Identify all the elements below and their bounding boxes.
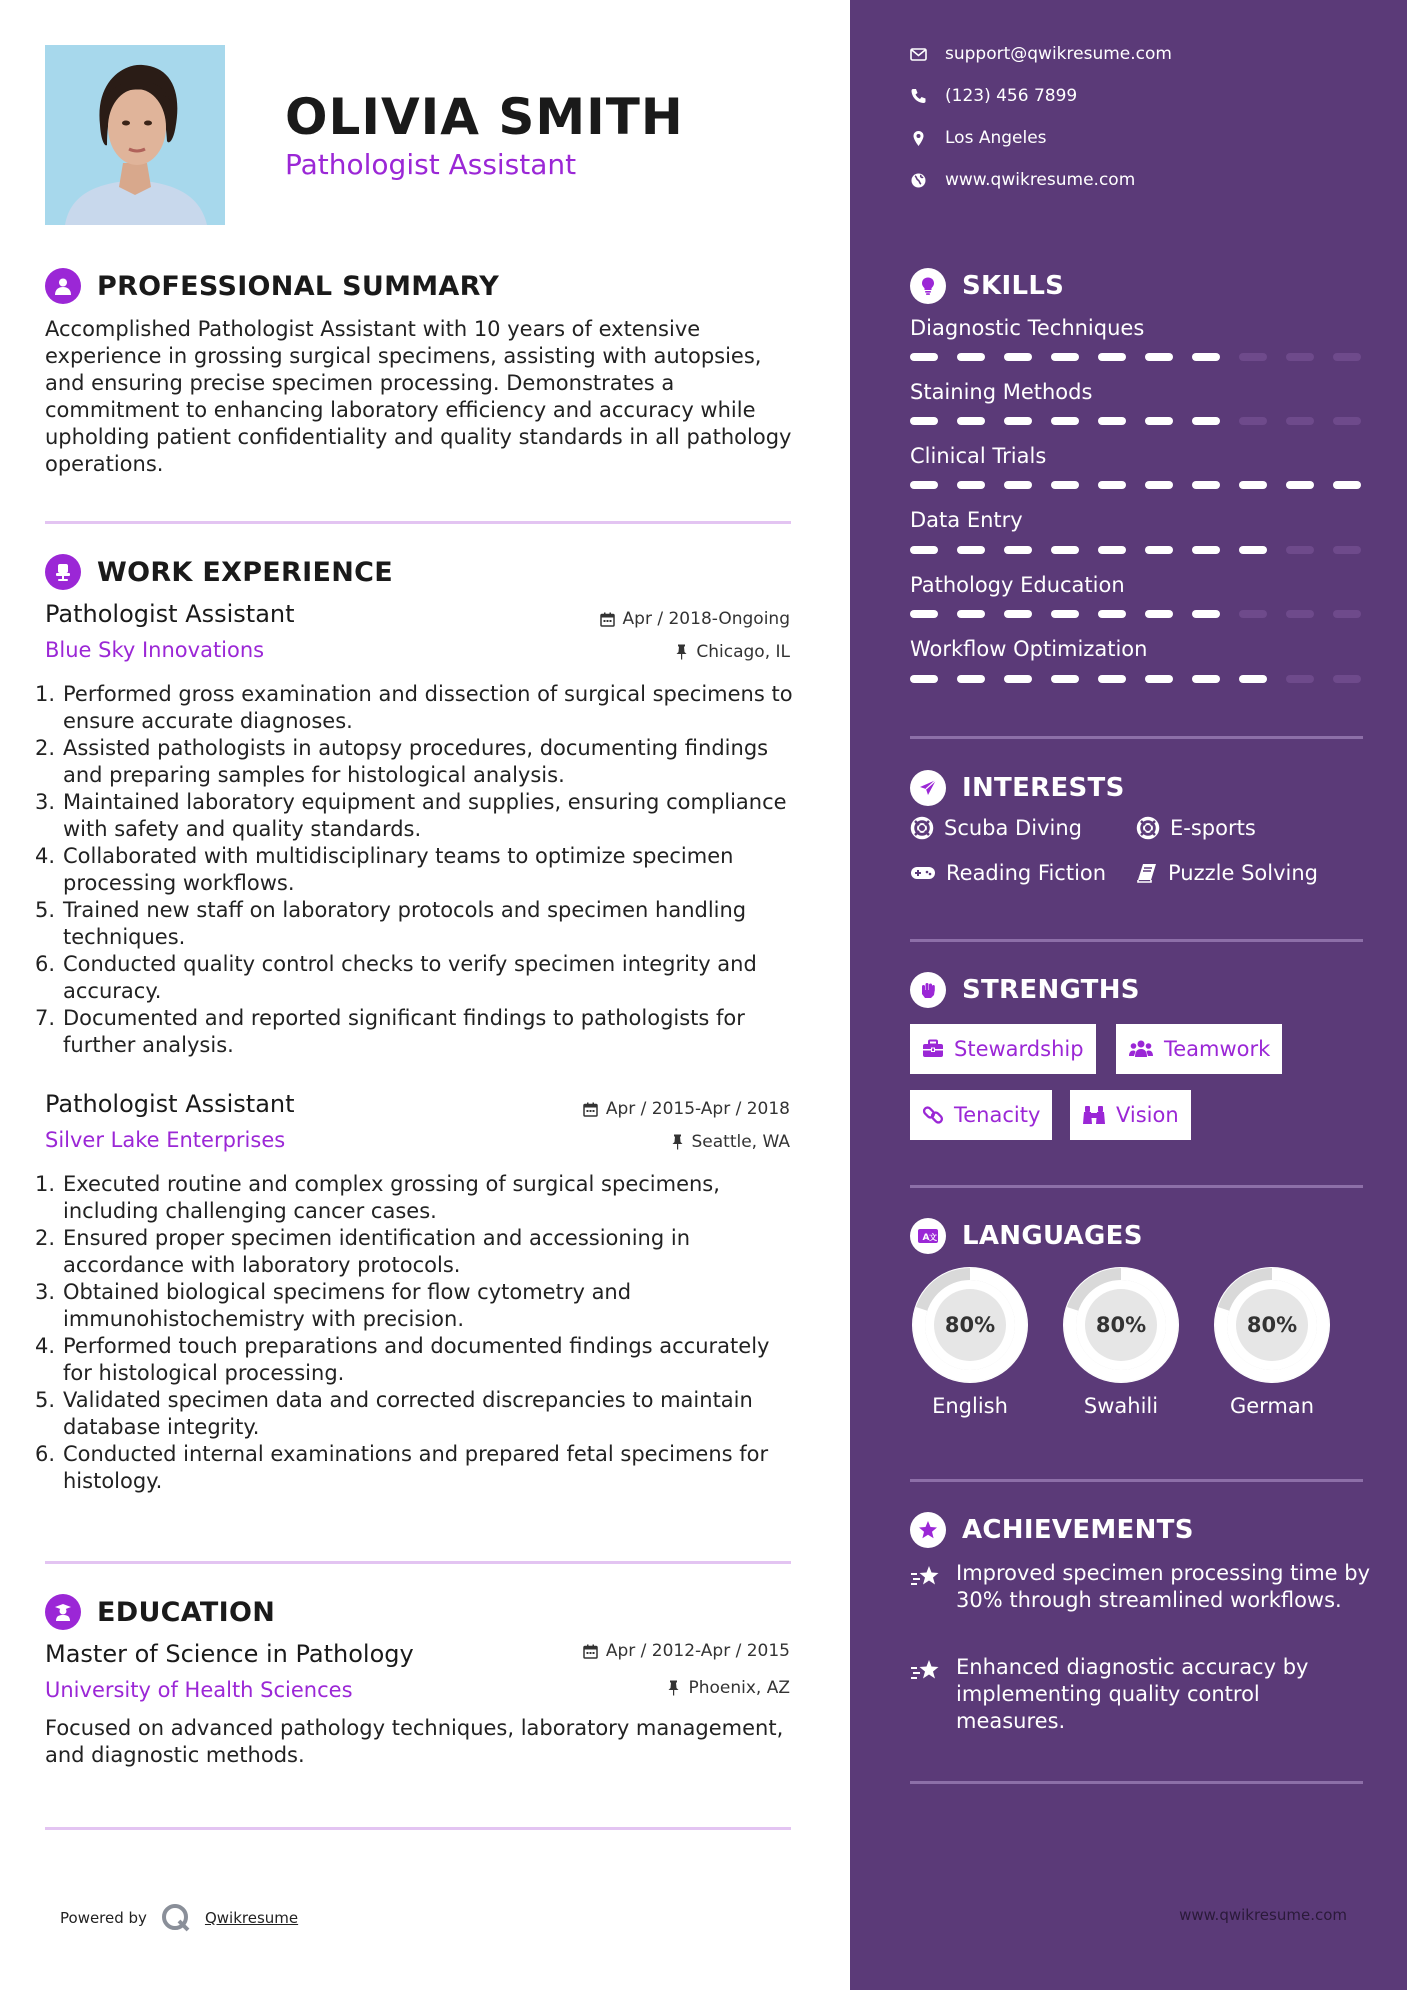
achievement-item bbox=[910, 1560, 1370, 1614]
skill-segment-filled bbox=[1192, 546, 1220, 554]
skill-name: Pathology Education bbox=[910, 573, 1125, 597]
school-name: University of Health Sciences bbox=[45, 1678, 353, 1702]
achievements-heading bbox=[910, 1512, 1194, 1548]
list-item: 1. Performed gross examination and dissection of surgical specimens to ensure accurate diagnoses. bbox=[35, 682, 793, 733]
skill-segment-filled bbox=[1098, 546, 1126, 554]
profile-photo bbox=[45, 45, 225, 225]
language-item bbox=[1060, 1264, 1182, 1418]
achievement-text: Enhanced diagnostic accuracy by implementing quality control measures. bbox=[956, 1655, 1309, 1733]
section-divider bbox=[910, 1185, 1363, 1188]
skill-segment-empty bbox=[1239, 353, 1267, 361]
chair-icon bbox=[45, 554, 81, 590]
list-item: 6. Conducted internal examinations and prepared fetal specimens for histology. bbox=[35, 1442, 769, 1493]
company-name: Silver Lake Enterprises bbox=[45, 1128, 286, 1152]
skill-level-bar bbox=[910, 353, 1361, 361]
skill-segment-filled bbox=[1051, 546, 1079, 554]
skill-segment-filled bbox=[957, 675, 985, 683]
pin-icon bbox=[675, 644, 688, 660]
skill-segment-filled bbox=[1004, 353, 1032, 361]
fist-icon bbox=[910, 972, 946, 1008]
skill-segment-empty bbox=[1333, 353, 1361, 361]
contact-website-text: www.qwikresume.com bbox=[945, 170, 1136, 190]
strength-label: Tenacity bbox=[954, 1103, 1041, 1127]
list-item: 3. Obtained biological specimens for flow cytometry and immunohistochemistry with precision. bbox=[35, 1280, 632, 1331]
section-divider bbox=[45, 1827, 791, 1830]
skill-segment-filled bbox=[957, 481, 985, 489]
skill-segment-filled bbox=[1051, 675, 1079, 683]
paper-plane-icon bbox=[910, 770, 946, 806]
book-icon bbox=[1136, 862, 1158, 884]
binoculars-icon bbox=[1082, 1104, 1106, 1126]
skill-segment-filled bbox=[957, 610, 985, 618]
skill-segment-filled bbox=[1051, 610, 1079, 618]
language-name: German bbox=[1229, 1394, 1315, 1418]
skill-segment-filled bbox=[1145, 353, 1173, 361]
skill-segment-empty bbox=[1286, 353, 1314, 361]
globe-icon bbox=[910, 172, 927, 189]
contact-phone-text: (123) 456 7899 bbox=[945, 86, 1078, 106]
briefcase-icon bbox=[922, 1039, 944, 1059]
skill-segment-filled bbox=[1051, 353, 1079, 361]
interest-item bbox=[1136, 816, 1256, 840]
graduate-icon bbox=[45, 1594, 81, 1630]
star-badge-icon bbox=[910, 1512, 946, 1548]
list-item: 4. Performed touch preparations and documented findings accurately for histological processing. bbox=[35, 1334, 770, 1385]
skill-segment-empty bbox=[1286, 675, 1314, 683]
strength-label: Vision bbox=[1116, 1103, 1179, 1127]
skill-segment-filled bbox=[1239, 546, 1267, 554]
language-item bbox=[1211, 1264, 1333, 1418]
skill-segment-filled bbox=[1004, 417, 1032, 425]
job-dates bbox=[600, 609, 790, 629]
language-percent: 80% bbox=[1246, 1313, 1298, 1337]
contact-location bbox=[910, 128, 1047, 148]
language-percent: 80% bbox=[944, 1313, 996, 1337]
skill-segment-empty bbox=[1239, 417, 1267, 425]
languages-heading-label: LANGUAGES bbox=[962, 1221, 1143, 1251]
envelope-icon bbox=[910, 48, 927, 61]
section-divider bbox=[910, 1479, 1363, 1482]
strength-tag bbox=[910, 1090, 1052, 1140]
section-divider bbox=[910, 736, 1363, 739]
calendar-icon bbox=[583, 1102, 598, 1117]
interests-heading bbox=[910, 770, 1125, 806]
skill-segment-filled bbox=[1051, 417, 1079, 425]
powered-by-label: Powered by bbox=[60, 1909, 147, 1927]
skill-segment-empty bbox=[1333, 675, 1361, 683]
skill-level-bar bbox=[910, 546, 1361, 554]
pin-icon bbox=[667, 1680, 680, 1696]
achievement-item bbox=[910, 1654, 1370, 1735]
interest-label: Puzzle Solving bbox=[1168, 861, 1318, 885]
skill-segment-filled bbox=[1004, 546, 1032, 554]
strengths-heading bbox=[910, 972, 1140, 1008]
qwikresume-logo-icon bbox=[161, 1903, 191, 1933]
skill-segment-filled bbox=[1004, 610, 1032, 618]
education-heading bbox=[45, 1594, 275, 1630]
skill-segment-filled bbox=[1004, 481, 1032, 489]
achievements-heading-label: ACHIEVEMENTS bbox=[962, 1515, 1194, 1545]
link-icon bbox=[922, 1104, 944, 1126]
list-item: 2. Ensured proper specimen identification and accessioning in accordance with laboratory protocols. bbox=[35, 1226, 691, 1277]
skill-segment-filled bbox=[1145, 417, 1173, 425]
duties-list bbox=[35, 1171, 800, 1495]
company-name: Blue Sky Innovations bbox=[45, 638, 265, 662]
strength-tag bbox=[1070, 1090, 1191, 1140]
summary-heading-label: PROFESSIONAL SUMMARY bbox=[97, 270, 500, 302]
footer-website[interactable]: www.qwikresume.com bbox=[1179, 1906, 1347, 1924]
strengths-heading-label: STRENGTHS bbox=[962, 975, 1140, 1005]
job-dates-text: Apr / 2015-Apr / 2018 bbox=[605, 1099, 790, 1119]
calendar-icon bbox=[600, 612, 615, 627]
powered-by bbox=[60, 1903, 298, 1933]
education-location-text: Phoenix, AZ bbox=[688, 1678, 790, 1698]
skill-segment-empty bbox=[1333, 417, 1361, 425]
contact-email-text: support@qwikresume.com bbox=[945, 44, 1172, 64]
language-icon bbox=[910, 1218, 946, 1254]
strength-label: Stewardship bbox=[954, 1037, 1084, 1061]
job-dates bbox=[583, 1099, 790, 1119]
skill-segment-filled bbox=[910, 610, 938, 618]
pin-icon bbox=[671, 1134, 684, 1150]
job-title: Pathologist Assistant bbox=[45, 1090, 295, 1118]
contact-phone[interactable] bbox=[910, 86, 1077, 106]
skill-segment-filled bbox=[1145, 675, 1173, 683]
skill-segment-filled bbox=[910, 353, 938, 361]
skill-level-bar bbox=[910, 610, 1361, 618]
map-pin-icon bbox=[910, 130, 927, 147]
education-dates bbox=[583, 1641, 790, 1661]
job-location bbox=[671, 1132, 791, 1152]
skills-heading bbox=[910, 268, 1064, 304]
interest-item bbox=[910, 861, 1106, 885]
skill-segment-filled bbox=[910, 481, 938, 489]
skill-segment-filled bbox=[1051, 481, 1079, 489]
job-location-text: Seattle, WA bbox=[691, 1132, 790, 1152]
lifering-icon bbox=[910, 816, 934, 840]
list-item: 2. Assisted pathologists in autopsy procedures, documenting findings and preparing samples for histological analysis. bbox=[35, 736, 769, 787]
skill-name: Clinical Trials bbox=[910, 444, 1047, 468]
skill-name: Staining Methods bbox=[910, 380, 1093, 404]
skill-segment-empty bbox=[1286, 417, 1314, 425]
list-item: 3. Maintained laboratory equipment and supplies, ensuring compliance with safety and quality standards. bbox=[35, 790, 787, 841]
achievement-text: Improved specimen processing time by 30% through streamlined workflows. bbox=[956, 1561, 1371, 1612]
skill-segment-empty bbox=[1286, 610, 1314, 618]
skill-segment-filled bbox=[1239, 481, 1267, 489]
job-dates-text: Apr / 2018-Ongoing bbox=[622, 609, 790, 629]
skill-segment-filled bbox=[1145, 546, 1173, 554]
svg-text:A: A bbox=[922, 1233, 930, 1243]
skill-segment-filled bbox=[957, 417, 985, 425]
skill-segment-filled bbox=[1098, 675, 1126, 683]
skill-segment-filled bbox=[910, 675, 938, 683]
contact-location-text: Los Angeles bbox=[945, 128, 1047, 148]
languages-heading bbox=[910, 1218, 1143, 1254]
skill-segment-empty bbox=[1333, 546, 1361, 554]
skill-segment-filled bbox=[910, 546, 938, 554]
interest-label: Scuba Diving bbox=[944, 816, 1082, 840]
skill-segment-filled bbox=[1192, 610, 1220, 618]
phone-icon bbox=[910, 88, 927, 104]
skills-heading-label: SKILLS bbox=[962, 271, 1065, 301]
section-divider bbox=[45, 521, 791, 524]
shooting-star-icon bbox=[910, 1564, 942, 1590]
skill-segment-filled bbox=[1192, 353, 1220, 361]
contact-website[interactable] bbox=[910, 170, 1135, 190]
skill-segment-filled bbox=[1098, 353, 1126, 361]
skill-level-bar bbox=[910, 417, 1361, 425]
list-item: 4. Collaborated with multidisciplinary teams to optimize specimen processing workflows. bbox=[35, 844, 734, 895]
interest-label: Reading Fiction bbox=[946, 861, 1107, 885]
skill-level-bar bbox=[910, 481, 1361, 489]
skill-segment-filled bbox=[1192, 675, 1220, 683]
skill-segment-filled bbox=[1239, 675, 1267, 683]
education-dates-text: Apr / 2012-Apr / 2015 bbox=[605, 1641, 790, 1661]
strength-tag bbox=[1116, 1024, 1282, 1074]
lightbulb-icon bbox=[910, 268, 946, 304]
skill-segment-empty bbox=[1239, 610, 1267, 618]
candidate-title: Pathologist Assistant bbox=[285, 148, 577, 181]
skill-segment-filled bbox=[1098, 417, 1126, 425]
summary-heading bbox=[45, 268, 499, 304]
svg-text:文: 文 bbox=[929, 1233, 937, 1242]
contact-email[interactable] bbox=[910, 44, 1172, 64]
degree-title: Master of Science in Pathology bbox=[45, 1640, 414, 1668]
skill-segment-filled bbox=[910, 417, 938, 425]
experience-heading-label: WORK EXPERIENCE bbox=[97, 556, 393, 588]
education-heading-label: EDUCATION bbox=[97, 1596, 276, 1628]
avatar bbox=[45, 45, 225, 225]
skill-segment-empty bbox=[1286, 546, 1314, 554]
job-location-text: Chicago, IL bbox=[696, 642, 790, 662]
job-location bbox=[675, 642, 790, 662]
section-divider bbox=[910, 939, 1363, 942]
language-percent: 80% bbox=[1095, 1313, 1147, 1337]
users-icon bbox=[1128, 1039, 1154, 1059]
section-divider bbox=[910, 1781, 1363, 1784]
list-item: 5. Trained new staff on laboratory protocols and specimen handling techniques. bbox=[35, 898, 747, 949]
job-title: Pathologist Assistant bbox=[45, 600, 295, 628]
skill-segment-filled bbox=[1098, 481, 1126, 489]
gamepad-icon bbox=[910, 864, 936, 882]
section-divider bbox=[45, 1561, 791, 1564]
skill-segment-filled bbox=[1145, 610, 1173, 618]
candidate-name: OLIVIA SMITH bbox=[285, 88, 684, 146]
skill-segment-filled bbox=[957, 546, 985, 554]
strength-tag bbox=[910, 1024, 1096, 1074]
strength-label: Teamwork bbox=[1164, 1037, 1271, 1061]
shooting-star-icon bbox=[910, 1658, 942, 1684]
list-item: 5. Validated specimen data and corrected discrepancies to maintain database integrity. bbox=[35, 1388, 753, 1439]
skill-level-bar bbox=[910, 675, 1361, 683]
skill-segment-empty bbox=[1333, 610, 1361, 618]
skill-name: Data Entry bbox=[910, 508, 1023, 532]
skill-segment-filled bbox=[1145, 481, 1173, 489]
skill-segment-filled bbox=[1004, 675, 1032, 683]
skill-segment-filled bbox=[1192, 417, 1220, 425]
lifering-icon bbox=[1136, 816, 1160, 840]
skill-segment-filled bbox=[1333, 481, 1361, 489]
language-name: Swahili bbox=[1083, 1394, 1159, 1418]
list-item: 1. Executed routine and complex grossing of surgical specimens, including challenging cancer cases. bbox=[35, 1172, 720, 1223]
interest-item bbox=[910, 816, 1082, 840]
duties-list bbox=[35, 681, 800, 1059]
qwikresume-link[interactable]: Qwikresume bbox=[204, 1909, 299, 1927]
skill-name: Workflow Optimization bbox=[910, 637, 1148, 661]
experience-heading bbox=[45, 554, 393, 590]
interests-heading-label: INTERESTS bbox=[962, 773, 1125, 803]
sidebar bbox=[850, 0, 1407, 1990]
skill-name: Diagnostic Techniques bbox=[910, 316, 1145, 340]
list-item: 6. Conducted quality control checks to verify specimen integrity and accuracy. bbox=[35, 952, 757, 1003]
language-item bbox=[909, 1264, 1031, 1418]
education-description: Focused on advanced pathology techniques, laboratory management, and diagnostic methods. bbox=[45, 1716, 784, 1767]
interest-label: E-sports bbox=[1170, 816, 1256, 840]
skill-segment-filled bbox=[1286, 481, 1314, 489]
user-icon bbox=[45, 268, 81, 304]
list-item: 7. Documented and reported significant findings to pathologists for further analysis. bbox=[35, 1006, 745, 1057]
skill-segment-filled bbox=[1098, 610, 1126, 618]
education-location bbox=[667, 1678, 790, 1698]
skill-segment-filled bbox=[957, 353, 985, 361]
language-name: English bbox=[932, 1394, 1008, 1418]
calendar-icon bbox=[583, 1644, 598, 1659]
summary-text: Accomplished Pathologist Assistant with 10 years of extensive experience in grossing surgical specimens, assisting with autopsies, and ensuring precise specimen processing. Demonstrates a commitment to enhancing laboratory efficiency and accuracy while upholding patient confidentiality and quality standards in all pathology operations. bbox=[45, 317, 792, 476]
skill-segment-filled bbox=[1192, 481, 1220, 489]
interest-item bbox=[1136, 861, 1318, 885]
